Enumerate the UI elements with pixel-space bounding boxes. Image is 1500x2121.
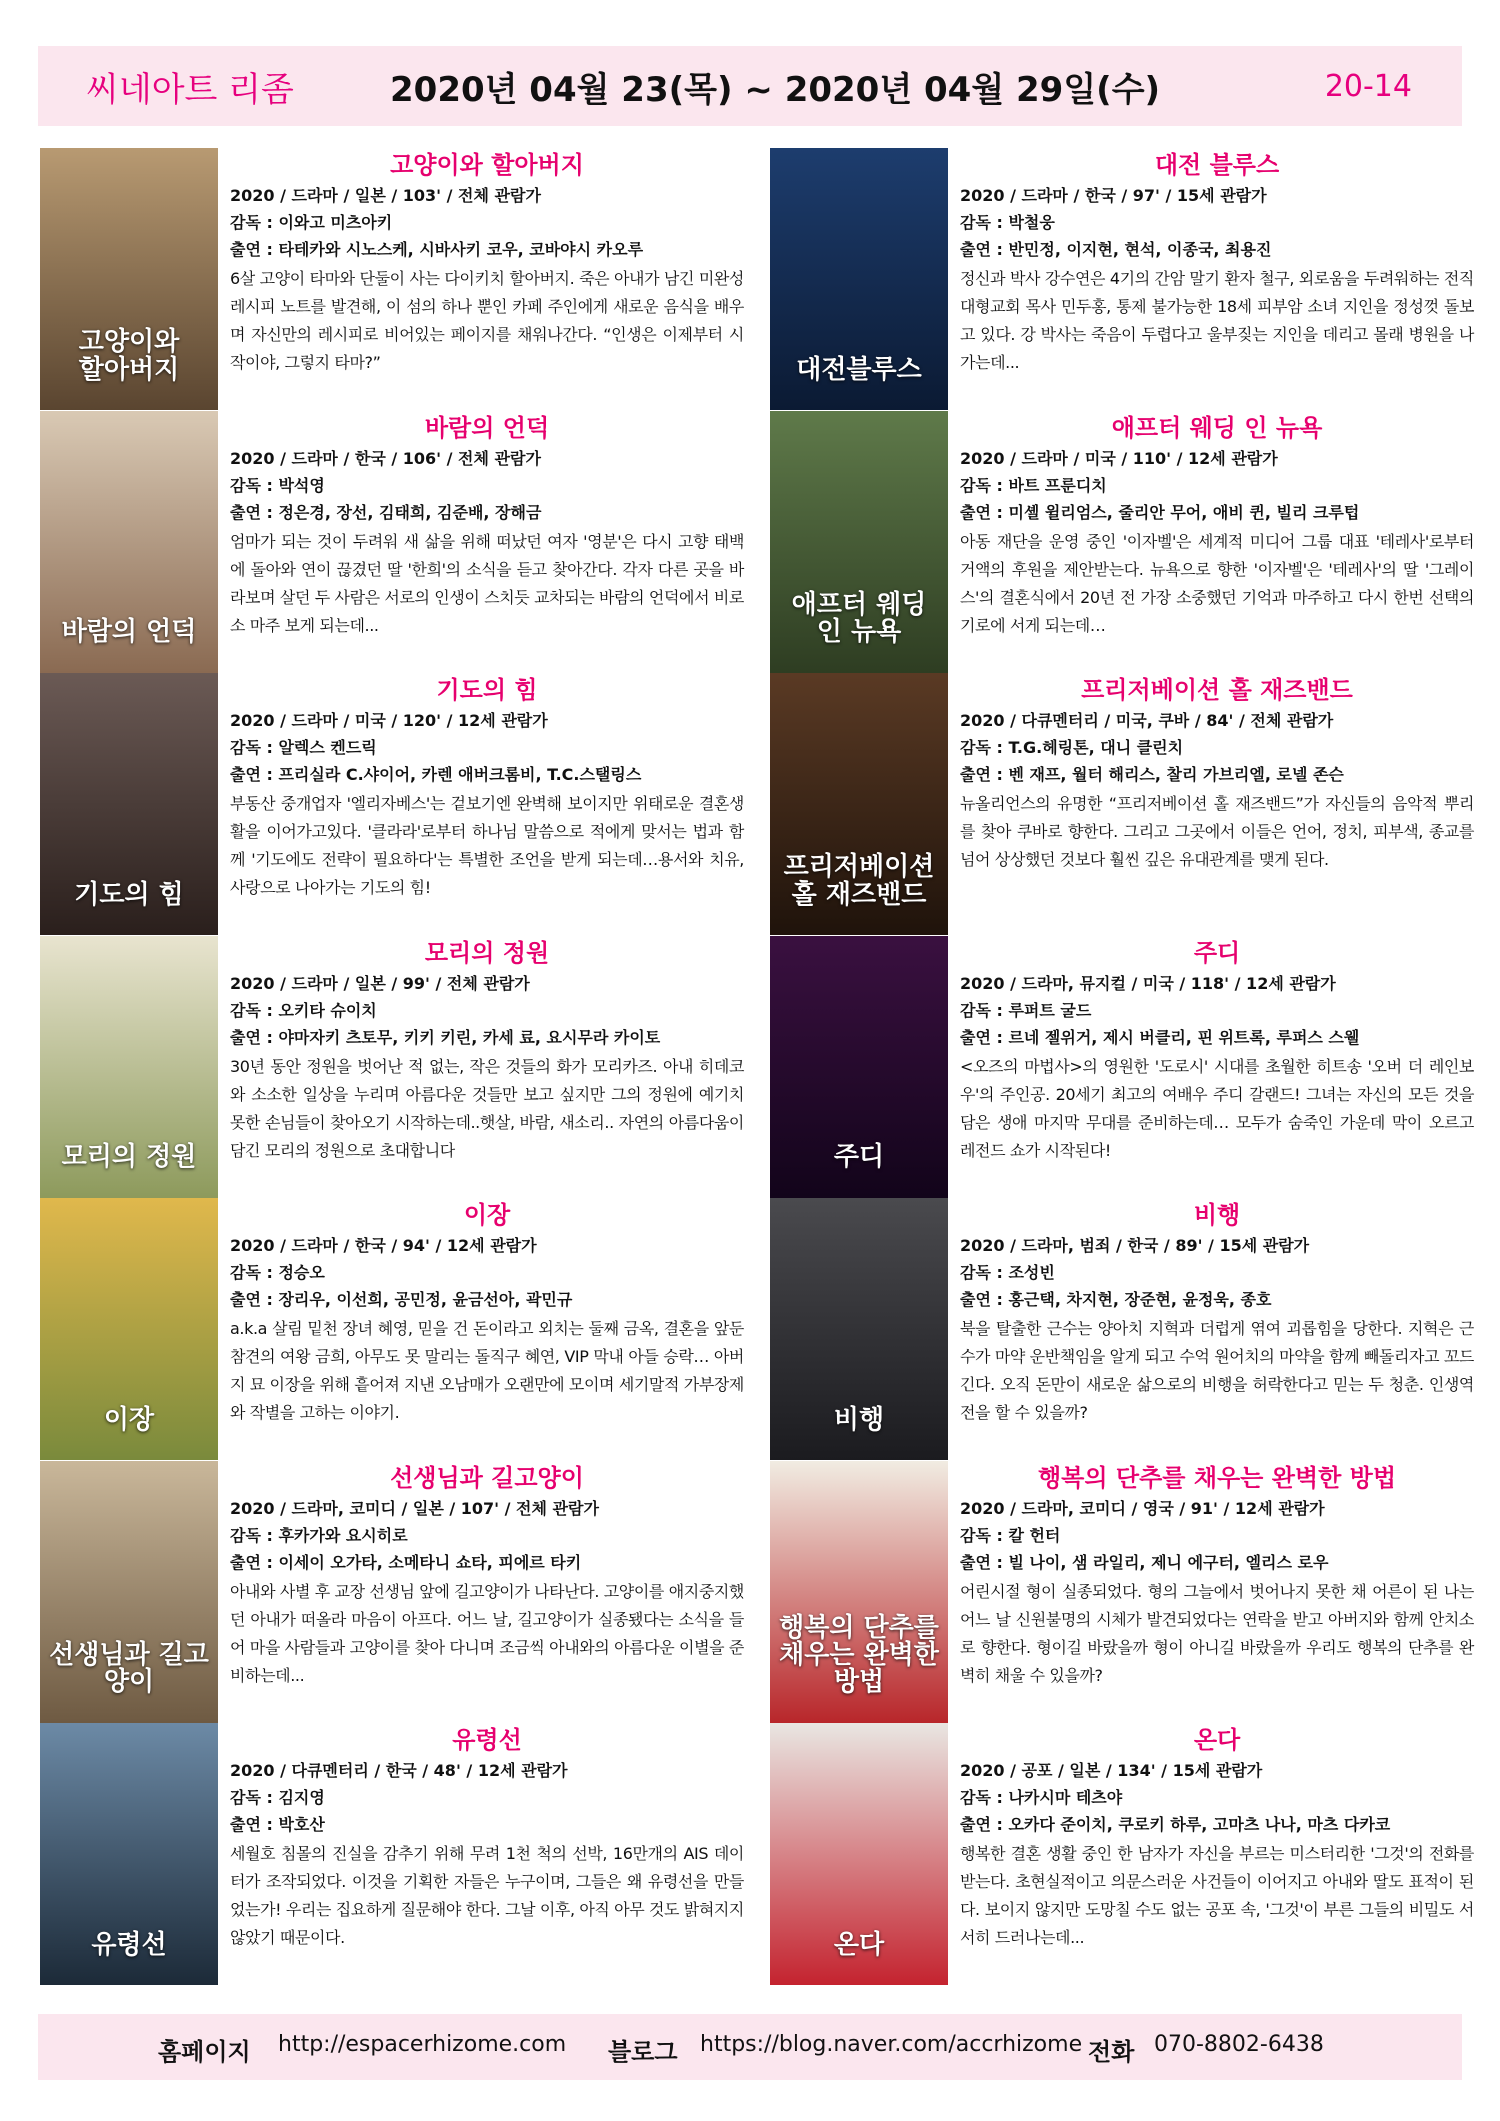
movie-cast: 출연 : 벤 재프, 월터 해리스, 찰리 가브리엘, 로넬 존슨 [960,765,1344,784]
movie-synopsis: <오즈의 마법사>의 영원한 '도로시' 시대를 초월한 히트송 '오버 더 레인보우'의 주인공. 20세기 최고의 여배우 주디 갈랜드! 그녀는 자신의 모든 것을 담은 생애 마지막 무대를 준비하는데… 모두가 숨죽인 가운데 막이 오르고 레전드 쇼가 시작된다! [960,1056,1474,1160]
movie-synopsis: 어린시절 형이 실종되었다. 형의 그늘에서 벗어나지 못한 채 어른이 된 나는 어느 날 신원불명의 시체가 발견되었다는 연락을 받고 아버지와 함께 안치소로 향한다. 형이길 바랐을까 형이 아니길 바랐을까 우리도 행복의 단추를 완벽히 채울 수 있을까? [960,1581,1474,1685]
movie-director: 감독 : 오키타 슈이치 [230,1000,377,1020]
movie-cast: 출연 : 박호산 [230,1815,325,1834]
movie-info [230,148,744,377]
poster-title-art: 프리저베이션 홀 재즈밴드 [783,852,935,910]
movie-synopsis: 정신과 박사 강수연은 4기의 간암 말기 환자 철구, 외로움을 두려워하는 전직 대형교회 목사 민두홍, 통제 불가능한 18세 피부암 소녀 지인을 정성껏 돌보고 있다. 강 박사는 죽음이 두렵다고 울부짖는 지인을 데리고 몰래 병원을 나가는데... [960,269,1474,372]
movie-block [770,673,1476,935]
movie-info [960,1198,1474,1427]
movie-cast: 출연 : 야마자키 츠토무, 키키 키린, 카세 료, 요시무라 카이토 [230,1027,661,1047]
movie-meta: 2020 / 드라마 / 한국 / 97' / 15세 관람가 [960,186,1267,205]
movie-cast: 출연 : 오카다 준이치, 쿠로키 하루, 고마츠 나나, 마츠 다카코 [960,1815,1391,1834]
movie-title: 대전 블루스 [1154,151,1280,179]
schedule-code: 20-14 [1324,68,1412,104]
movie-title: 프리저베이션 홀 재즈밴드 [1081,676,1353,704]
movie-director: 감독 : 조성빈 [960,1263,1055,1282]
movie-synopsis: 부동산 중개업자 '엘리자베스'는 겉보기엔 완벽해 보이지만 위태로운 결혼생활을 이어가고있다. '클라라'로부터 하나님 말씀으로 적에게 맞서는 법과 함께 '기도에도 전략이 필요하다'는 특별한 조언을 받게 되는데…용서와 치유, 사랑으로 나아가는 기도의 힘! [230,794,744,897]
movie-meta: 2020 / 다큐멘터리 / 한국 / 48' / 12세 관람가 [230,1761,568,1780]
movie-info [230,936,744,1165]
poster-title-art: 선생님과 길고양이 [49,1639,209,1698]
movie-synopsis: 엄마가 되는 것이 두려워 새 삶을 위해 떠났던 여자 '영분'은 다시 고향 태백에 돌아와 연이 끊겼던 딸 '한희'의 소식을 듣고 찾아간다. 각자 다른 곳을 바라보며 살던 두 사람은 서로의 인생이 스치듯 교차되는 바람의 언덕에서 비로소 마주 보게 되는데... [230,531,744,635]
poster-title-art: 비행 [833,1404,885,1435]
movie-director: 감독 : 김지영 [230,1788,325,1807]
movie-block [40,1461,746,1723]
movie-title: 행복의 단추를 채우는 완벽한 방법 [1038,1463,1396,1492]
movie-meta: 2020 / 드라마 / 한국 / 94' / 12세 관람가 [230,1236,537,1255]
movie-title: 온다 [1193,1726,1241,1754]
header-bar [38,46,1462,126]
phone-number: 070-8802-6438 [1154,2032,1324,2057]
movie-block [40,148,746,410]
movie-director: 감독 : 칼 헌터 [960,1525,1061,1545]
movie-info [230,1723,744,1952]
movie-title: 기도의 힘 [436,676,538,704]
movie-director: 감독 : 이와고 미츠아키 [230,213,393,232]
movie-block [40,673,746,935]
poster-title-art: 모리의 정원 [61,1142,197,1173]
movie-poster [770,148,948,410]
movie-synopsis: 세월호 침몰의 진실을 감추기 위해 무려 1천 척의 선박, 16만개의 AIS 데이터가 조작되었다. 이것을 기획한 자들은 누구이며, 그들은 왜 유령선을 만들었는가! 우리는 집요하게 질문해야 한다. 그날 이후, 아직 아무 것도 밝혀지지 않았기 때문이다. [230,1844,744,1947]
date-range: 2020년 04월 23(목) ~ 2020년 04월 29일(수) [390,69,1161,110]
movie-title: 모리의 정원 [424,938,550,967]
movie-title: 고양이와 할아버지 [390,151,584,179]
movie-info [230,1461,744,1690]
movie-poster [40,673,218,935]
poster-title-art: 애프터 웨딩 인 뉴욕 [791,589,927,648]
movie-title: 이장 [463,1201,511,1229]
poster-title-art: 바람의 언덕 [61,617,197,648]
movie-meta: 2020 / 드라마 / 일본 / 99' / 전체 관람가 [230,973,530,993]
movie-info [960,936,1474,1165]
movie-director: 감독 : 알렉스 켄드릭 [230,738,377,757]
movie-info [960,673,1474,874]
movie-director: 감독 : T.G.헤링톤, 대니 클린치 [960,738,1184,757]
movie-director: 감독 : 루퍼트 굴드 [960,1000,1092,1020]
movie-cast: 출연 : 빌 나이, 샘 라일리, 제니 에구터, 엘리스 로우 [960,1552,1329,1572]
movie-poster [770,1723,948,1985]
footer-bar [38,2014,1462,2080]
movie-meta: 2020 / 공포 / 일본 / 134' / 15세 관람가 [960,1761,1263,1780]
movie-block [770,1198,1476,1460]
blog-url[interactable]: https://blog.naver.com/accrhizome [700,2032,1083,2057]
movie-cast: 출연 : 프리실라 C.샤이어, 카렌 애버크롬비, T.C.스탤링스 [230,765,642,784]
movie-info [960,411,1474,640]
poster-title-art: 이장 [103,1404,155,1435]
movie-meta: 2020 / 드라마, 코미디 / 일본 / 107' / 전체 관람가 [230,1498,599,1518]
movie-director: 감독 : 정승오 [230,1263,325,1282]
movie-info [230,411,744,640]
movie-block [770,1723,1476,1985]
movie-title: 바람의 언덕 [424,413,550,442]
movie-poster [40,1723,218,1985]
movie-meta: 2020 / 드라마 / 일본 / 103' / 전체 관람가 [230,186,541,205]
movie-block [40,411,746,673]
poster-title-art: 대전블루스 [796,354,922,385]
movie-meta: 2020 / 드라마 / 한국 / 106' / 전체 관람가 [230,448,541,468]
movie-synopsis: 6살 고양이 타마와 단둘이 사는 다이키치 할아버지. 죽은 아내가 남긴 미완성 레시피 노트를 발견해, 이 섬의 하나 뿐인 카페 주인에게 새로운 음식을 배우며 자신만의 레시피로 비어있는 페이지를 채워나간다. “인생은 이제부터 시작이야, 그렇지 타마?” [230,269,744,372]
movie-poster [40,1198,218,1460]
movie-poster [40,936,218,1198]
movie-title: 애프터 웨딩 인 뉴욕 [1111,413,1323,442]
phone-label: 전화 [1088,2038,1135,2066]
movie-poster [40,411,218,673]
movie-synopsis: 아동 재단을 운영 중인 '이자벨'은 세계적 미디어 그룹 대표 '테레사'로부터 거액의 후원을 제안받는다. 뉴욕으로 향한 '이자벨'은 '테레사'의 딸 '그레이스'의 결혼식에서 20년 전 가장 소중했던 기억과 마주하고 다시 한번 선택의 기로에 서게 되는데… [960,531,1474,635]
movie-cast: 출연 : 이세이 오가타, 소메타니 쇼타, 피에르 타키 [230,1552,582,1572]
movie-title: 선생님과 길고양이 [390,1463,584,1492]
movie-cast: 출연 : 홍근택, 차지현, 장준현, 윤정욱, 종호 [960,1290,1272,1309]
movie-block [40,1723,746,1985]
movie-title: 비행 [1193,1201,1241,1229]
movie-poster [770,673,948,935]
movie-meta: 2020 / 드라마, 뮤지컬 / 미국 / 118' / 12세 관람가 [960,973,1336,993]
movie-poster [770,411,948,673]
movie-block [770,411,1476,673]
poster-title-art: 행복의 단추를 채우는 완벽한 방법 [779,1612,939,1698]
movie-info [230,673,744,902]
movie-director: 감독 : 박석영 [230,475,325,495]
movie-director: 감독 : 나카시마 테츠야 [960,1788,1123,1807]
movie-meta: 2020 / 드라마, 범죄 / 한국 / 89' / 15세 관람가 [960,1236,1310,1255]
poster-title-art: 온다 [833,1929,885,1960]
poster-title-art: 주디 [833,1142,885,1173]
movie-synopsis: 북을 탈출한 근수는 양아치 지혁과 더럽게 엮여 괴롭힘을 당한다. 지혁은 근수가 마약 운반책임을 알게 되고 수억 원어치의 마약을 함께 빼돌리자고 꼬드긴다. 오직 돈만이 새로운 삶으로의 비행을 허락한다고 믿는 두 청춘. 인생역전을 할 수 있을까? [960,1319,1474,1422]
movie-cast: 출연 : 타테카와 시노스케, 시바사키 코우, 코바야시 카오루 [230,240,644,259]
movie-synopsis: 아내와 사별 후 교장 선생님 앞에 길고양이가 나타난다. 고양이를 애지중지했던 아내가 떠올라 마음이 아프다. 어느 날, 길고양이가 실종됐다는 소식을 들어 마을 사람들과 고양이를 찾아 다니며 조금씩 아내와의 아름다운 이별을 준비하는데... [230,1581,744,1685]
movie-meta: 2020 / 드라마 / 미국 / 110' / 12세 관람가 [960,448,1278,468]
movie-cast: 출연 : 정은경, 장선, 김태희, 김준배, 장해금 [230,502,542,522]
movie-block [770,148,1476,410]
movie-synopsis: 행복한 결혼 생활 중인 한 남자가 자신을 부르는 미스터리한 '그것'의 전화를 받는다. 초현실적이고 의문스러운 사건들이 이어지고 아내와 딸도 표적이 된다. 보이지 않지만 도망칠 수도 없는 공포 속, '그것'이 부른 그들의 비밀도 서서히 드러나는데... [960,1844,1474,1947]
movie-director: 감독 : 박철웅 [960,213,1055,232]
movie-block [40,936,746,1198]
blog-label: 블로그 [608,2038,678,2066]
movie-info [960,1723,1474,1952]
movie-poster [770,1461,948,1723]
movie-synopsis: 뉴올리언스의 유명한 “프리저베이션 홀 재즈밴드”가 자신들의 음악적 뿌리를 찾아 쿠바로 향한다. 그리고 그곳에서 이들은 언어, 정치, 피부색, 종교를 넘어 상상했던 것보다 훨씬 깊은 유대관계를 맺게 된다. [960,794,1474,869]
movie-info [960,148,1474,377]
homepage-label: 홈페이지 [158,2038,251,2066]
movie-block [770,936,1476,1198]
movie-info [960,1461,1474,1690]
movie-meta: 2020 / 드라마, 코미디 / 영국 / 91' / 12세 관람가 [960,1498,1325,1518]
poster-title-art: 기도의 힘 [74,879,184,910]
movie-synopsis: a.k.a 살림 밑천 장녀 혜영, 믿을 건 돈이라고 외치는 둘째 금옥, 결혼을 앞둔 참견의 여왕 금희, 아무도 못 말리는 돌직구 혜연, VIP 막내 아들 승락… 아버지 묘 이장을 위해 흩어져 지낸 오남매가 오랜만에 모이며 세기말적 가부장제와 작별을 고하는 이야기. [230,1319,744,1422]
movie-cast: 출연 : 미셸 윌리엄스, 줄리안 무어, 애비 퀸, 빌리 크루텁 [960,502,1360,522]
movie-poster [40,148,218,410]
poster-title-art: 고양이와 할아버지 [78,327,180,385]
movie-synopsis: 30년 동안 정원을 벗어난 적 없는, 작은 것들의 화가 모리카즈. 아내 히데코와 소소한 일상을 누리며 아름다운 것들만 보고 싶지만 그의 정원에 예기치 못한 손님들이 찾아오기 시작하는데..햇살, 바람, 새소리.. 자연의 아름다움이 담긴 모리의 정원으로 초대합니다 [230,1056,744,1160]
movie-block [770,1461,1476,1723]
movie-title: 주디 [1193,938,1241,967]
movie-meta: 2020 / 다큐멘터리 / 미국, 쿠바 / 84' / 전체 관람가 [960,711,1334,730]
movie-poster [770,1198,948,1460]
movie-info [230,1198,744,1427]
poster-title-art: 유령선 [91,1929,167,1960]
movie-block [40,1198,746,1460]
cinema-name: 씨네아트 리좀 [86,69,294,110]
movie-poster [40,1461,218,1723]
movie-director: 감독 : 후카가와 요시히로 [230,1525,408,1545]
movie-title: 유령선 [452,1726,522,1754]
homepage-url[interactable]: http://espacerhizome.com [278,2032,567,2057]
movie-cast: 출연 : 장리우, 이선희, 공민정, 윤금선아, 곽민규 [230,1290,573,1309]
movie-cast: 출연 : 반민정, 이지현, 현석, 이종국, 최용진 [960,240,1272,259]
movie-meta: 2020 / 드라마 / 미국 / 120' / 12세 관람가 [230,711,548,730]
movie-cast: 출연 : 르네 젤위거, 제시 버클리, 핀 위트록, 루퍼스 스웰 [960,1027,1360,1047]
movie-poster [770,936,948,1198]
movie-director: 감독 : 바트 프룬디치 [960,475,1107,495]
